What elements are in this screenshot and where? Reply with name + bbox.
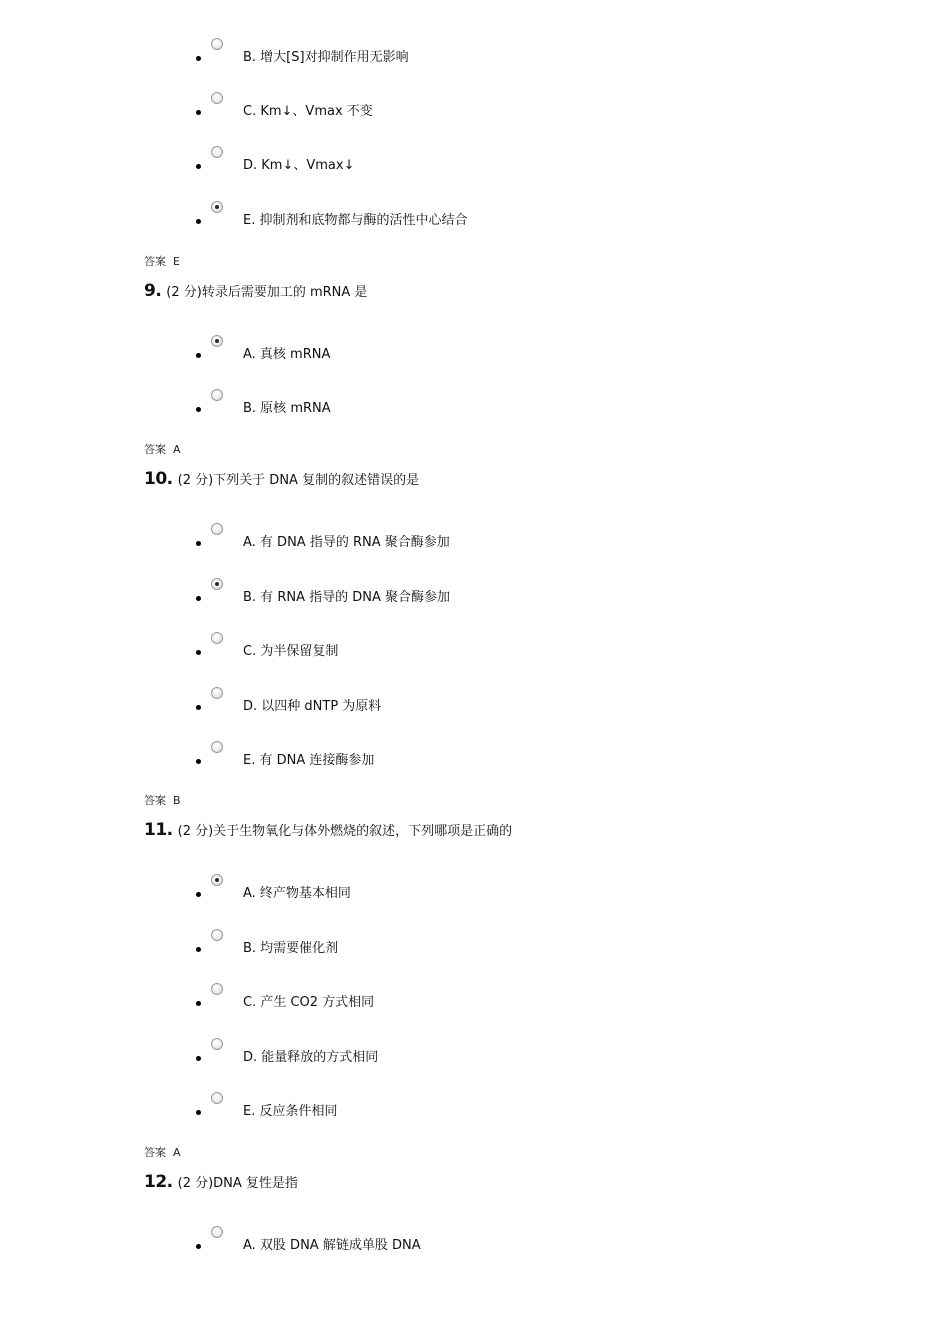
answer-value: A [173, 1146, 181, 1159]
bullet-icon [196, 407, 201, 412]
radio-button[interactable] [211, 687, 223, 699]
question-number: 10. [144, 469, 173, 489]
option-11-B[interactable] [0, 929, 950, 983]
radio-button[interactable] [211, 201, 223, 213]
option-label: D. Km↓、Vmax↓ [243, 158, 355, 173]
option-10-D[interactable] [0, 687, 950, 741]
radio-button[interactable] [211, 874, 223, 886]
option-11-A[interactable] [0, 874, 950, 928]
option-label: E. 有 DNA 连接酶参加 [243, 753, 375, 768]
question-number: 11. [144, 820, 173, 840]
bullet-icon [196, 1110, 201, 1115]
bullet-icon [196, 353, 201, 358]
option-8-E[interactable] [0, 201, 950, 255]
option-label: B. 原核 mRNA [243, 401, 331, 416]
bullet-icon [196, 1056, 201, 1061]
bullet-icon [196, 164, 201, 169]
option-label: A. 有 DNA 指导的 RNA 聚合酶参加 [243, 535, 450, 550]
option-label: D. 能量释放的方式相同 [243, 1050, 379, 1065]
answer-line [144, 1144, 181, 1160]
option-10-A[interactable] [0, 523, 950, 577]
radio-button[interactable] [211, 1092, 223, 1104]
radio-button[interactable] [211, 389, 223, 401]
bullet-icon [196, 650, 201, 655]
question-text: (2 分)下列关于 DNA 复制的叙述错误的是 [177, 473, 420, 488]
bullet-icon [196, 892, 201, 897]
question-number: 9. [144, 281, 162, 301]
bullet-icon [196, 947, 201, 952]
option-label: B. 增大[S]对抑制作用无影响 [243, 50, 409, 65]
bullet-icon [196, 541, 201, 546]
radio-button[interactable] [211, 983, 223, 995]
option-label: C. 为半保留复制 [243, 644, 339, 659]
answer-value: E [173, 255, 180, 268]
bullet-icon [196, 110, 201, 115]
option-8-C[interactable] [0, 92, 950, 146]
bullet-icon [196, 705, 201, 710]
option-label: D. 以四种 dNTP 为原料 [243, 699, 382, 714]
option-label: A. 终产物基本相同 [243, 886, 351, 901]
answer-line [144, 441, 181, 457]
radio-button[interactable] [211, 146, 223, 158]
radio-button[interactable] [211, 523, 223, 535]
option-12-A[interactable] [0, 1226, 950, 1280]
radio-button[interactable] [211, 578, 223, 590]
question-text: (2 分)转录后需要加工的 mRNA 是 [166, 285, 368, 300]
answer-prefix: 答案 [144, 794, 166, 807]
answer-prefix: 答案 [144, 443, 166, 456]
radio-button[interactable] [211, 741, 223, 753]
option-label: B. 均需要催化剂 [243, 941, 339, 956]
radio-button[interactable] [211, 335, 223, 347]
answer-value: B [173, 794, 181, 807]
bullet-icon [196, 759, 201, 764]
answer-prefix: 答案 [144, 255, 166, 268]
option-label: A. 双股 DNA 解链成单股 DNA [243, 1238, 421, 1253]
bullet-icon [196, 596, 201, 601]
radio-button[interactable] [211, 92, 223, 104]
bullet-icon [196, 1244, 201, 1249]
option-10-E[interactable] [0, 741, 950, 795]
option-8-D[interactable] [0, 146, 950, 200]
question-heading [144, 469, 419, 489]
option-label: E. 反应条件相同 [243, 1104, 338, 1119]
radio-button[interactable] [211, 632, 223, 644]
radio-button[interactable] [211, 1038, 223, 1050]
bullet-icon [196, 219, 201, 224]
option-label: B. 有 RNA 指导的 DNA 聚合酶参加 [243, 590, 450, 605]
option-8-B[interactable] [0, 38, 950, 92]
radio-button[interactable] [211, 38, 223, 50]
question-heading [144, 281, 367, 301]
radio-button[interactable] [211, 929, 223, 941]
option-label: C. Km↓、Vmax 不变 [243, 104, 373, 119]
option-11-C[interactable] [0, 983, 950, 1037]
option-label: E. 抑制剂和底物都与酶的活性中心结合 [243, 213, 468, 228]
question-text: (2 分)关于生物氧化与体外燃烧的叙述，下列哪项是正确的 [177, 824, 513, 839]
question-heading [144, 820, 512, 840]
option-9-A[interactable] [0, 335, 950, 389]
question-text: (2 分)DNA 复性是指 [177, 1176, 298, 1191]
option-label: A. 真核 mRNA [243, 347, 331, 362]
bullet-icon [196, 1001, 201, 1006]
option-11-E[interactable] [0, 1092, 950, 1146]
option-9-B[interactable] [0, 389, 950, 443]
answer-value: A [173, 443, 181, 456]
bullet-icon [196, 56, 201, 61]
answer-line [144, 253, 180, 269]
radio-button[interactable] [211, 1226, 223, 1238]
question-number: 12. [144, 1172, 173, 1192]
option-10-C[interactable] [0, 632, 950, 686]
question-heading [144, 1172, 298, 1192]
option-10-B[interactable] [0, 578, 950, 632]
answer-line [144, 792, 181, 808]
answer-prefix: 答案 [144, 1146, 166, 1159]
option-11-D[interactable] [0, 1038, 950, 1092]
option-label: C. 产生 CO2 方式相同 [243, 995, 375, 1010]
